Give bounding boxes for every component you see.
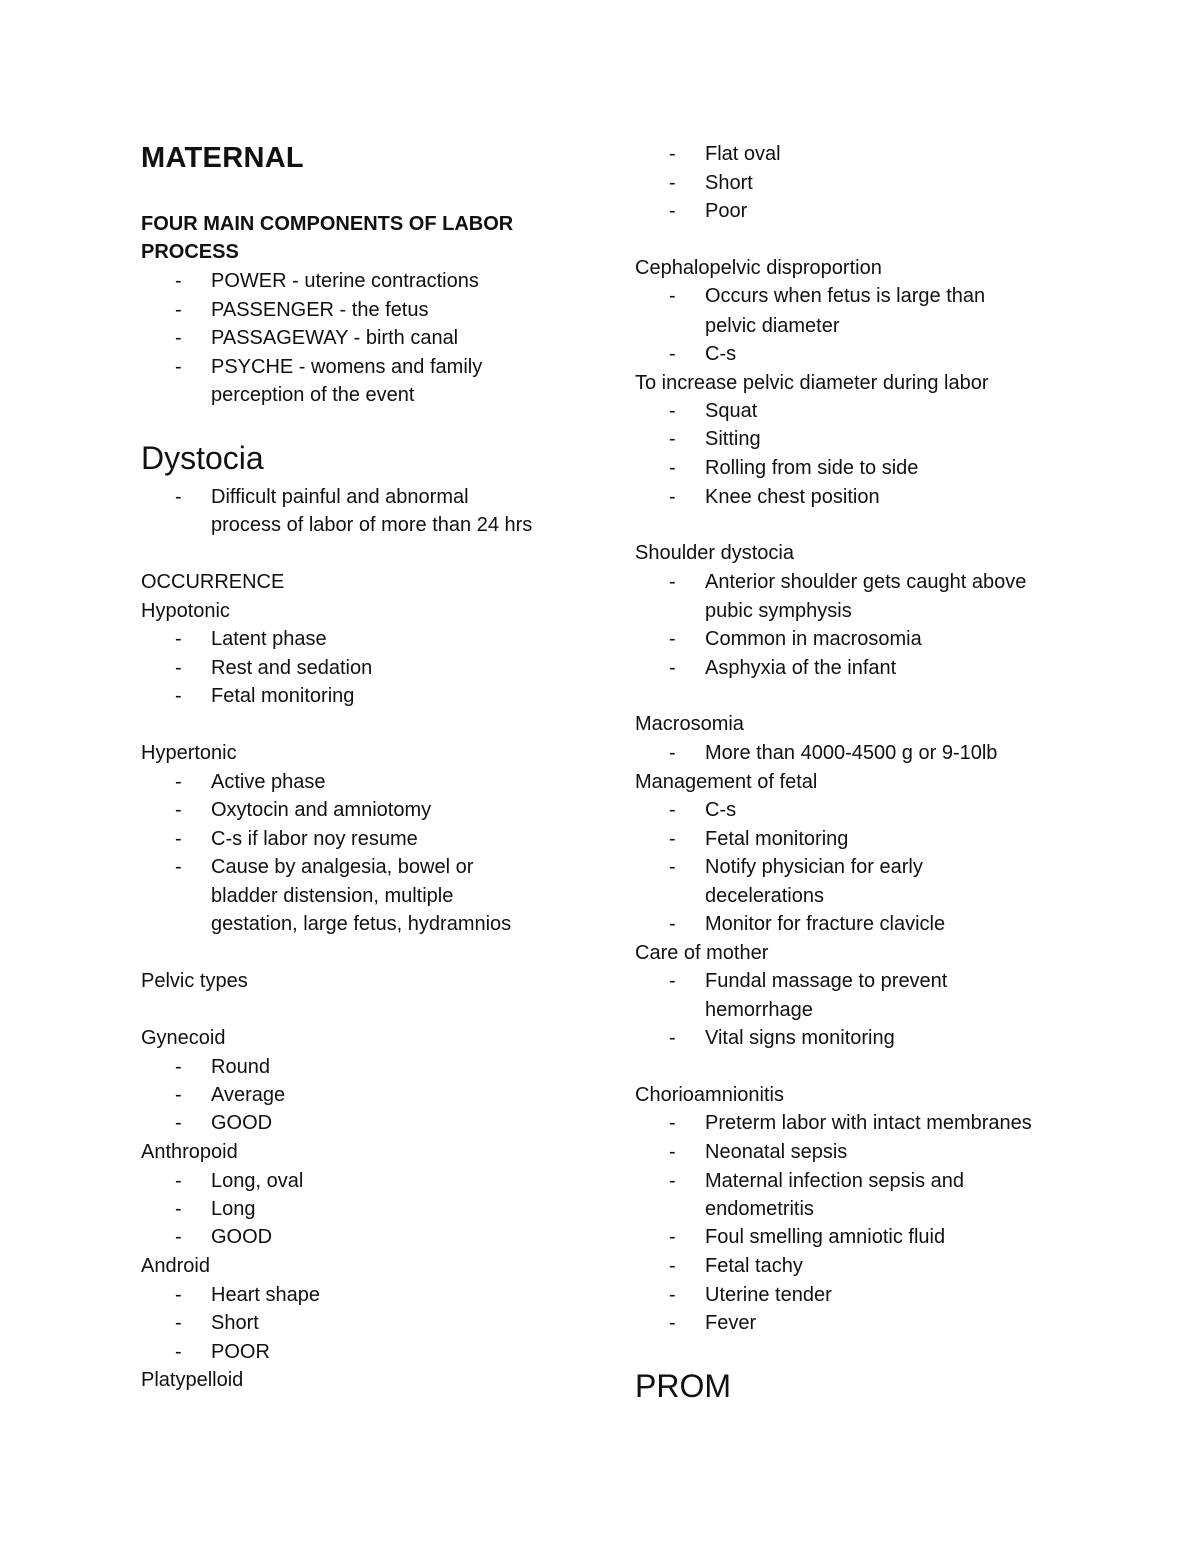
subheading-care-of-mother: Care of mother (635, 942, 769, 964)
section-heading-dystocia: Dystocia (141, 440, 264, 476)
subheading-shoulder-dystocia: Shoulder dystocia (635, 542, 794, 564)
subheading-hypotonic: Hypotonic (141, 600, 230, 622)
section-heading-prom: PROM (635, 1368, 731, 1404)
subheading-gynecoid: Gynecoid (141, 1027, 226, 1049)
subheading-chorioamnionitis: Chorioamnionitis (635, 1084, 784, 1106)
page-title: MATERNAL (141, 142, 304, 174)
subheading-anthropoid: Anthropoid (141, 1141, 238, 1163)
components-heading-line-2: PROCESS (141, 241, 239, 263)
subheading-increase-pelvic: To increase pelvic diameter during labor (635, 372, 989, 394)
subheading-android: Android (141, 1255, 210, 1277)
components-heading-line-1: FOUR MAIN COMPONENTS OF LABOR (141, 213, 514, 235)
subheading-macrosomia: Macrosomia (635, 713, 744, 735)
subheading-occurrence: OCCURRENCE (141, 571, 285, 593)
subheading-hypertonic: Hypertonic (141, 742, 237, 764)
subheading-cpd: Cephalopelvic disproportion (635, 257, 882, 279)
subheading-management-fetal: Management of fetal (635, 771, 818, 793)
subheading-pelvic-types: Pelvic types (141, 970, 248, 992)
subheading-platypelloid: Platypelloid (141, 1369, 244, 1391)
